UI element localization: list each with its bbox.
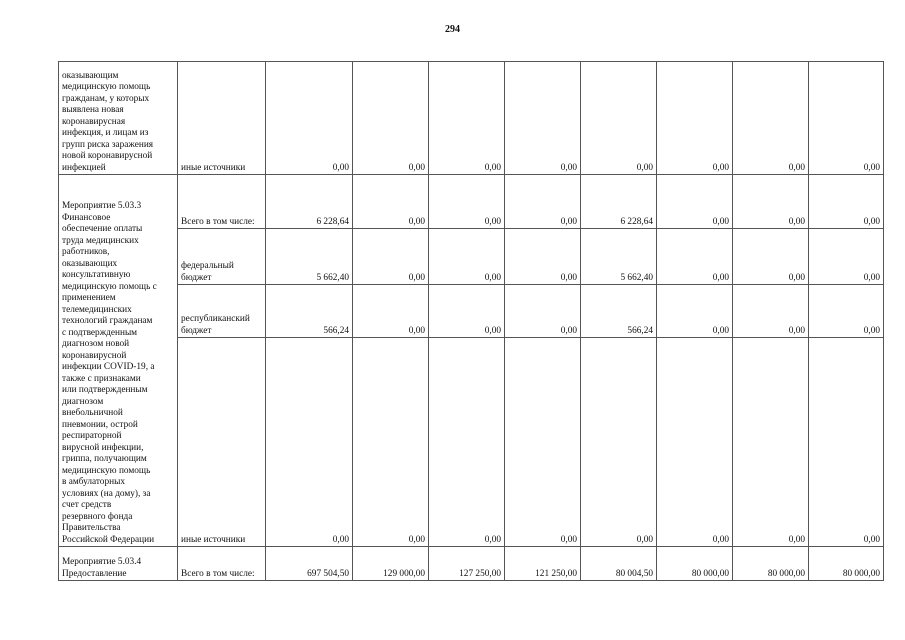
amount-cell: 0,00	[429, 285, 505, 338]
table-row	[59, 338, 884, 547]
amount-cell: 0,00	[733, 62, 809, 175]
amount-cell: 121 250,00	[505, 547, 581, 581]
amount-cell: 6 228,64	[581, 175, 657, 229]
table-row	[59, 547, 884, 581]
amount-cell: 5 662,40	[581, 229, 657, 285]
funding-source: Всего в том числе:	[178, 547, 266, 581]
amount-cell: 0,00	[505, 285, 581, 338]
table-row	[59, 285, 884, 338]
budget-table	[58, 61, 884, 581]
amount-cell: 0,00	[429, 229, 505, 285]
amount-cell: 0,00	[266, 62, 353, 175]
amount-cell: 0,00	[505, 229, 581, 285]
amount-cell: 80 000,00	[733, 547, 809, 581]
table-body	[59, 62, 884, 581]
amount-cell: 566,24	[581, 285, 657, 338]
table-row	[59, 229, 884, 285]
funding-source: иные источники	[178, 338, 266, 547]
page-number: 294	[445, 24, 460, 35]
amount-cell: 0,00	[733, 285, 809, 338]
amount-cell: 0,00	[353, 285, 429, 338]
amount-cell: 0,00	[657, 175, 733, 229]
funding-source: Всего в том числе:	[178, 175, 266, 229]
measure-description: оказывающим медицинскую помощь гражданам, у которых выявлена новая коронавирусная инфекция, и лицам из групп риска заражения новой коронавирусной инфекцией	[59, 62, 178, 175]
amount-cell: 566,24	[266, 285, 353, 338]
amount-cell: 5 662,40	[266, 229, 353, 285]
amount-cell: 0,00	[505, 62, 581, 175]
amount-cell: 0,00	[429, 338, 505, 547]
funding-source: федеральный бюджет	[178, 229, 266, 285]
amount-cell: 127 250,00	[429, 547, 505, 581]
amount-cell: 0,00	[429, 175, 505, 229]
funding-source: республиканский бюджет	[178, 285, 266, 338]
amount-cell: 0,00	[581, 62, 657, 175]
amount-cell: 0,00	[429, 62, 505, 175]
amount-cell: 0,00	[505, 338, 581, 547]
measure-description: Мероприятие 5.03.4 Предоставление	[59, 547, 178, 581]
amount-cell: 0,00	[353, 229, 429, 285]
amount-cell: 0,00	[353, 62, 429, 175]
measure-description: Мероприятие 5.03.3 Финансовое обеспечение оплаты труда медицинских работников, оказывающих консультативную медицинскую помощь с применением телемедицинских технологий гражданам с подтвержденным диагнозом новой коронавирусной инфекции COVID-19, а также с признаками или подтвержденным диагнозом внебольничной пневмонии, острой респираторной вирусной инфекции, гриппа, получающим медицинскую помощь в амбулаторных условиях (на дому), за счет средств резервного фонда Правительства Российской Федерации	[59, 175, 178, 547]
amount-cell: 0,00	[809, 229, 884, 285]
amount-cell: 0,00	[581, 338, 657, 547]
table-row	[59, 175, 884, 229]
amount-cell: 0,00	[657, 285, 733, 338]
amount-cell: 0,00	[809, 62, 884, 175]
amount-cell: 0,00	[353, 338, 429, 547]
amount-cell: 0,00	[657, 338, 733, 547]
amount-cell: 6 228,64	[266, 175, 353, 229]
amount-cell: 0,00	[733, 338, 809, 547]
amount-cell: 0,00	[809, 285, 884, 338]
amount-cell: 0,00	[809, 338, 884, 547]
amount-cell: 0,00	[809, 175, 884, 229]
amount-cell: 129 000,00	[353, 547, 429, 581]
amount-cell: 0,00	[657, 62, 733, 175]
amount-cell: 0,00	[733, 229, 809, 285]
amount-cell: 0,00	[353, 175, 429, 229]
amount-cell: 80 000,00	[809, 547, 884, 581]
funding-source: иные источники	[178, 62, 266, 175]
amount-cell: 697 504,50	[266, 547, 353, 581]
amount-cell: 80 004,50	[581, 547, 657, 581]
amount-cell: 0,00	[657, 229, 733, 285]
table-row	[59, 62, 884, 175]
amount-cell: 0,00	[266, 338, 353, 547]
amount-cell: 0,00	[505, 175, 581, 229]
amount-cell: 0,00	[733, 175, 809, 229]
amount-cell: 80 000,00	[657, 547, 733, 581]
